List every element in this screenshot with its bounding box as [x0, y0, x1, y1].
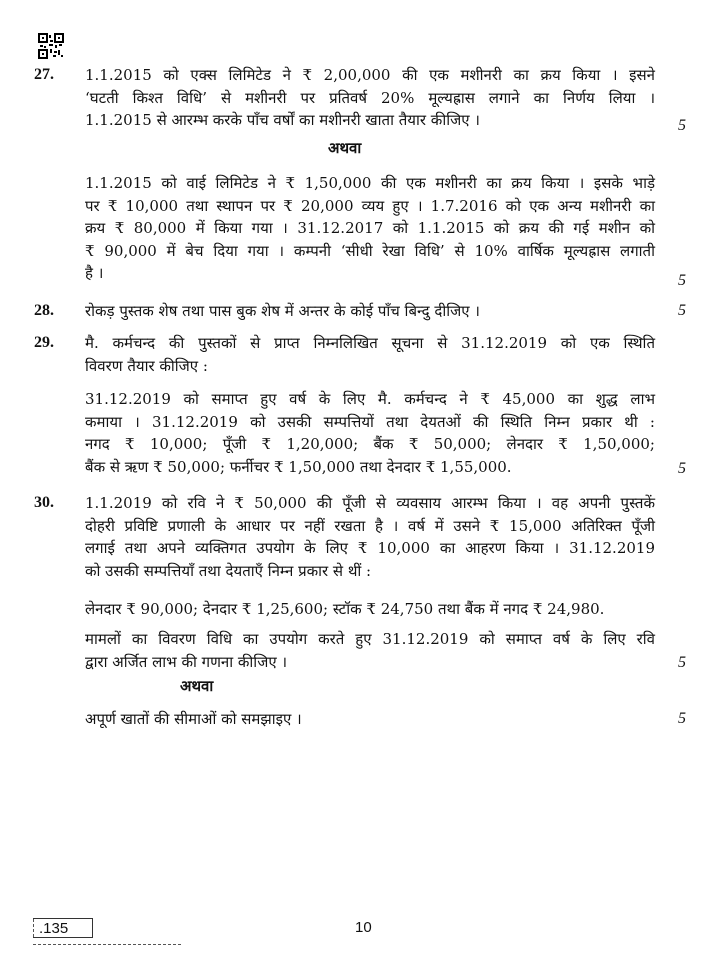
question-30-task	[85, 628, 655, 673]
qr-code-icon	[38, 33, 64, 59]
q29-intro-line: मै. कर्मचन्द की पुस्तकों से प्राप्त निम्नलिखित सूचना से 31.12.2019 को एक स्थिति	[85, 334, 655, 352]
page-number: 10	[355, 919, 372, 936]
q27-alt-line: 1.1.2015 को वाई लिमिटेड ने ₹ 1,50,000 की एक मशीनरी का क्रय किया । इसके भाड़े	[85, 174, 655, 192]
footer-rule	[33, 944, 181, 945]
question-number-29: 29.	[34, 334, 54, 351]
marks-27-alternative: 5	[678, 272, 686, 289]
q27-line: 1.1.2015 से आरम्भ करके पाँच वर्षों का मशीनरी खाता तैयार कीजिए ।	[85, 111, 480, 130]
question-29-body	[85, 388, 655, 478]
paper-code: .135	[33, 918, 93, 938]
or-divider-30: अथवा	[180, 677, 214, 695]
q30-task-line: द्वारा अर्जित लाभ की गणना कीजिए ।	[85, 652, 288, 671]
q27-line: ‘घटती किश्त विधि’ से मशीनरी पर प्रतिवर्ष 20% मूल्यह्रास लगाने का निर्णय लिया ।	[85, 88, 655, 107]
q30-assets-line: लेनदार ₹ 90,000; देनदार ₹ 1,25,600; स्टॉक ₹ 24,750 तथा बैंक में नगद ₹ 24,980.	[85, 600, 605, 618]
q28-line: रोकड़ पुस्तक शेष तथा पास बुक शेष में अन्तर के कोई पाँच बिन्दु दीजिए ।	[85, 302, 480, 320]
question-28-text	[85, 300, 655, 323]
question-number-28: 28.	[34, 302, 54, 319]
marks-30-alternative: 5	[678, 710, 686, 727]
q29-intro-line: विवरण तैयार कीजिए :	[85, 356, 208, 375]
q30-task-line: मामलों का विवरण विधि का उपयोग करते हुए 31.12.2019 को समाप्त वर्ष के लिए रवि	[85, 630, 655, 648]
marks-29: 5	[678, 460, 686, 477]
marks-28: 5	[678, 302, 686, 319]
q27-line: 1.1.2015 को एक्स लिमिटेड ने ₹ 2,00,000 की एक मशीनरी का क्रय किया । इसने	[85, 66, 655, 84]
question-27-text	[85, 64, 655, 132]
q29-body-line: 31.12.2019 को समाप्त हुए वर्ष के लिए मै. कर्मचन्द ने ₹ 45,000 का शुद्ध लाभ	[85, 390, 655, 408]
q30-alt-line: अपूर्ण खातों की सीमाओं को समझाइए ।	[85, 710, 302, 728]
or-divider-27: अथवा	[328, 139, 362, 157]
question-30-intro	[85, 492, 655, 582]
q27-alt-line: ₹ 90,000 में बेच दिया गया । कम्पनी ‘सीधी रेखा विधि’ से 10% वार्षिक मूल्यह्रास लगाती	[85, 241, 655, 260]
question-number-30: 30.	[34, 494, 54, 511]
q27-alt-line: पर ₹ 10,000 तथा स्थापन पर ₹ 20,000 व्यय हुए । 1.7.2016 को एक अन्य मशीनरी का	[85, 196, 655, 215]
q27-alt-line: है ।	[85, 264, 104, 283]
question-27-alternative	[85, 172, 655, 285]
marks-27: 5	[678, 117, 686, 134]
question-30-assets	[85, 598, 655, 621]
marks-30: 5	[678, 654, 686, 671]
question-29-intro	[85, 332, 655, 377]
q30-intro-line: दोहरी प्रविष्टि प्रणाली के आधार पर नहीं रखता है । वर्ष में उसने ₹ 15,000 अतिरिक्त पूँजी	[85, 516, 655, 535]
q30-intro-line: लगाई तथा अपने व्यक्तिगत उपयोग के लिए ₹ 10,000 का आहरण किया । 31.12.2019	[85, 539, 655, 558]
question-number-27: 27.	[34, 66, 54, 83]
q29-body-line: बैंक से ऋण ₹ 50,000; फर्नीचर ₹ 1,50,000 तथा देनदार ₹ 1,55,000.	[85, 457, 512, 476]
q30-intro-line: को उसकी सम्पत्तियाँ तथा देयताएँ निम्न प्रकार से थीं :	[85, 561, 372, 580]
q29-body-line: कमाया । 31.12.2019 को उसकी सम्पत्तियों तथा देयतओं की स्थिति निम्न प्रकार थी :	[85, 412, 655, 431]
q29-body-line: नगद ₹ 10,000; पूँजी ₹ 1,20,000; बैंक ₹ 50,000; लेनदार ₹ 1,50,000;	[85, 435, 655, 454]
question-30-alternative	[85, 708, 655, 731]
q30-intro-line: 1.1.2019 को रवि ने ₹ 50,000 की पूँजी से व्यवसाय आरम्भ किया । वह अपनी पुस्तकें	[85, 494, 655, 512]
q27-alt-line: क्रय ₹ 80,000 में किया गया । 31.12.2017 को 1.1.2015 को क्रय की गई मशीन को	[85, 219, 655, 238]
